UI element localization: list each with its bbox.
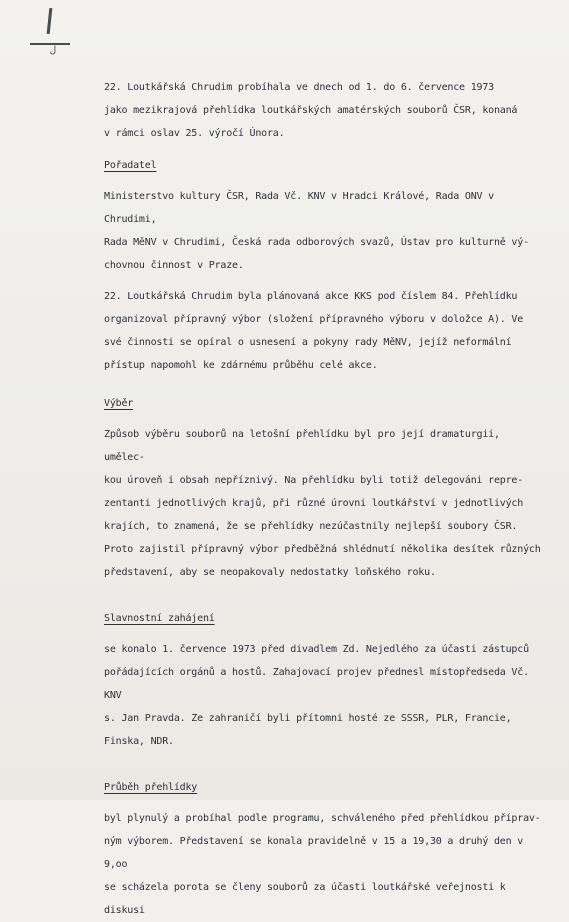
section-heading-zahajeni: Slavnostní zahájení: [104, 613, 215, 624]
section-text-zahajeni: se konalo 1. července 1973 před divadlem Zd. Nejedlého za účasti zástupců pořádajících orgánů a hostů. Zahajovací projev přednesl místopředseda Vč. KNV s. Jan Pravda. Ze zahraničí byli přítomni hosté ze SSSR, PLR, Francie, Finska, NDR.: [104, 644, 529, 747]
section-heading-poradatel: Pořadatel: [104, 160, 157, 171]
document-body: [104, 76, 542, 922]
section-heading-prubeh: Průběh přehlídky: [104, 782, 198, 793]
section-text-vyber: Způsob výběru souborů na letošní přehlídku byl pro její dramaturgii, uměleс- kou úroveň i obsah nepříznivý. Na přehlídku byli totiž delegováni repre- zentanti jednotlivých krajů, při různé úrovni loutkářství v jednotlivých krajích, to znamená, že se přehlídky nezúčastnily nejlepší soubory ČSR. Proto zajistil přípravný výbor předběžná shlédnutí několika desítek různých představení, aby se neopakovaly nedostatky loňského roku.: [104, 429, 541, 578]
pen-hook: ل: [50, 45, 57, 56]
section-text-prubeh: byl plynulý a probíhal podle programu, schváleného před přehlídkou příprav- ným výborem. Představení se konala pravidelně v 15 a 19,30 a druhý den v 9,oo se scházela porota se členy souborů za účasti loutkářské veřejnosti k diskusi: [104, 813, 541, 916]
pen-stroke-vertical: [47, 8, 53, 34]
section-text-poradatel: Ministerstvo kultury ČSR, Rada Vč. KNV v Hradci Králové, Rada ONV v Chrudimi, Rada MěNV v Chrudimi, Česká rada odborových svazů, Ústav pro kulturně vý- chovnou činnost v Praze.: [104, 191, 529, 271]
section-heading-vyber: Výběr: [104, 398, 134, 409]
handwritten-mark: [30, 8, 74, 60]
intro-paragraph: 22. Loutkářská Chrudim probíhala ve dnech od 1. do 6. července 1973 jako mezikrajová přehlídka loutkářských amatérských souborů ČSR, konaná v rámci oslav 25. výročí Února.: [104, 82, 518, 139]
section-text-organization: 22. Loutkářská Chrudim byla plánovaná akce KKS pod číslem 84. Přehlídku organizoval přípravný výbor (složení přípravného výboru v doložce A). Ve své činnosti se opíral o usnesení a pokyny rady MěNV, jejíž neformální přístup napomohl ke zdárnému průběhu celé akce.: [104, 291, 524, 371]
